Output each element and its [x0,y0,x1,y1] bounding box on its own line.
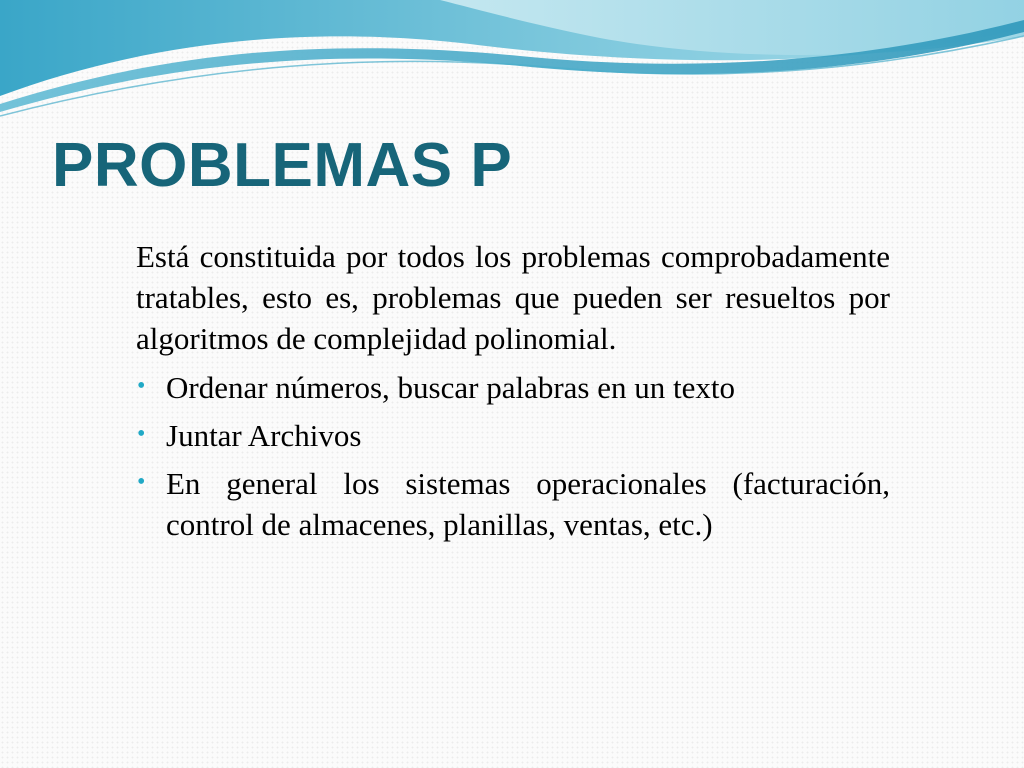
slide-content [136,236,890,552]
bullet-icon: • [137,469,146,495]
slide-title: PROBLEMAS P [52,131,513,200]
bullet-icon: • [137,373,146,399]
bullet-icon: • [137,421,146,447]
bullet-text: Ordenar números, buscar palabras en un texto [166,370,735,405]
bullet-text: En general los sistemas operacionales (facturación, control de almacenes, planillas, ventas, etc.) [166,466,890,542]
bullet-item [136,463,890,545]
bullet-item [136,415,890,456]
bullet-item [136,367,890,408]
bullet-text: Juntar Archivos [166,418,362,453]
header-wave-decoration [0,0,1024,130]
bullet-list [136,367,890,545]
intro-paragraph: Está constituida por todos los problemas comprobadamente tratables, esto es, problemas que pueden ser resueltos por algoritmos de complejidad polinomial. [136,239,890,356]
